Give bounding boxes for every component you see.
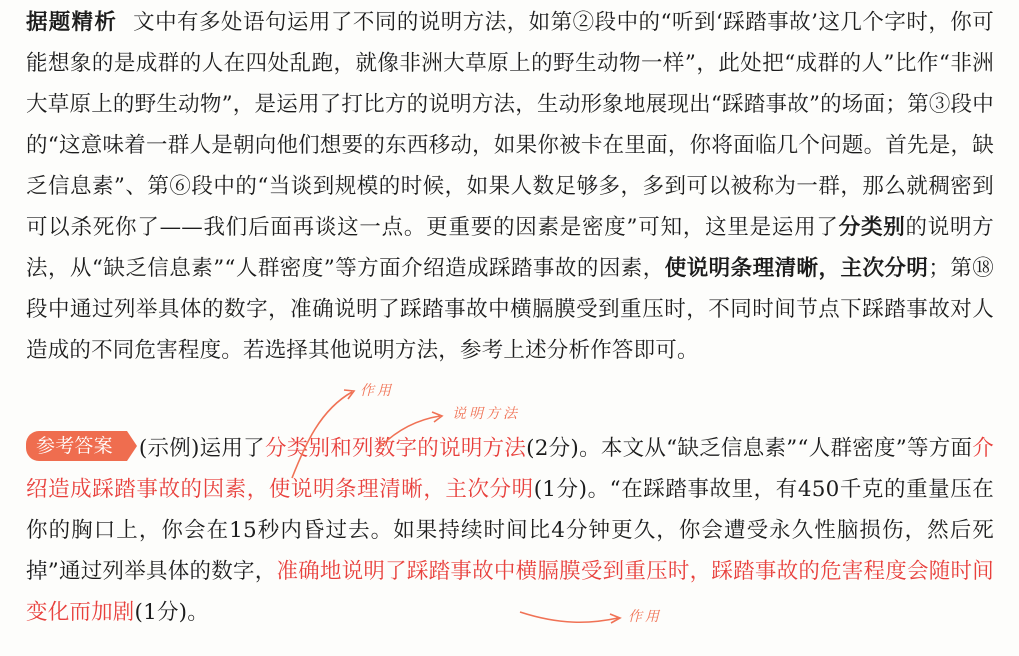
analysis-text-3: ；第⑱段中通过列举具体的数字，准确说明了踩踏事故中横膈膜受到重压时，不同时间节点下踩踏事故对人造成的不同危害程度。若选择其他说明方法，参考上述分析作答即可。 bbox=[26, 256, 994, 363]
annotation-note-2: 说明方法 bbox=[452, 406, 520, 422]
arrowhead-note2 bbox=[432, 412, 442, 422]
annotation-note-3: 作用 bbox=[628, 609, 662, 625]
analysis-paragraph bbox=[26, 2, 994, 371]
answer-badge: 参考答案 bbox=[26, 431, 127, 461]
answer-highlight-1: 分类别和列数字的说明方法 bbox=[264, 436, 527, 461]
answer-text-1: (示例)运用了 bbox=[138, 436, 265, 461]
answer-text-2: (2分)。本文从“缺乏信息素”“人群密度”等方面 bbox=[526, 436, 973, 461]
answer-text-3: (1分)。“在踩踏事故里，有450千克的重量压在你的胸口上，你会在15秒内昏过去。如果持续时间比4分钟更久，你会遭受永久性脑损伤，然后死掉”通过列举具体的数字， bbox=[26, 477, 994, 584]
analysis-heading: 据题精析 bbox=[26, 10, 118, 35]
answer-highlight-2: 介绍造成踩踏事故的因素，使说明条理清晰，主次分明 bbox=[26, 436, 994, 502]
arrowhead-note1 bbox=[344, 390, 354, 399]
analysis-text-2: 的说明方法，从“缺乏信息素”“人群密度”等方面介绍造成踩踏事故的因素， bbox=[26, 215, 994, 281]
answer-paragraph bbox=[26, 428, 994, 633]
analysis-bold-2: 使说明条理清晰，主次分明 bbox=[664, 256, 929, 281]
analysis-text-1: 文中有多处语句运用了不同的说明方法，如第②段中的“听到‘踩踏事故’这几个字时，你可能想象的是成群的人在四处乱跑，就像非洲大草原上的野生动物一样”，此处把“成群的人”比作“非洲大草原上的野生动物”，是运用了打比方的说明方法，生动形象地展现出“踩踏事故”的场面；第③段中的“这意味着一群人是朝向他们想要的东西移动，如果你被卡在里面，你将面临几个问题。首先是，缺乏信息素”、第⑥段中的“当谈到规模的时候，如果人数足够多，多到可以被称为一群，那么就稠密到可以杀死你了——我们后面再谈这一点。更重要的因素是密度”可知，这里是运用了 bbox=[26, 10, 994, 240]
annotation-note-1: 作用 bbox=[360, 383, 394, 399]
answer-highlight-3: 准确地说明了踩踏事故中横膈膜受到重压时，踩踏事故的危害程度会随时间变化而加剧 bbox=[26, 559, 994, 625]
analysis-bold-1: 分类别 bbox=[838, 215, 906, 240]
answer-text-4: (1分)。 bbox=[134, 600, 209, 625]
